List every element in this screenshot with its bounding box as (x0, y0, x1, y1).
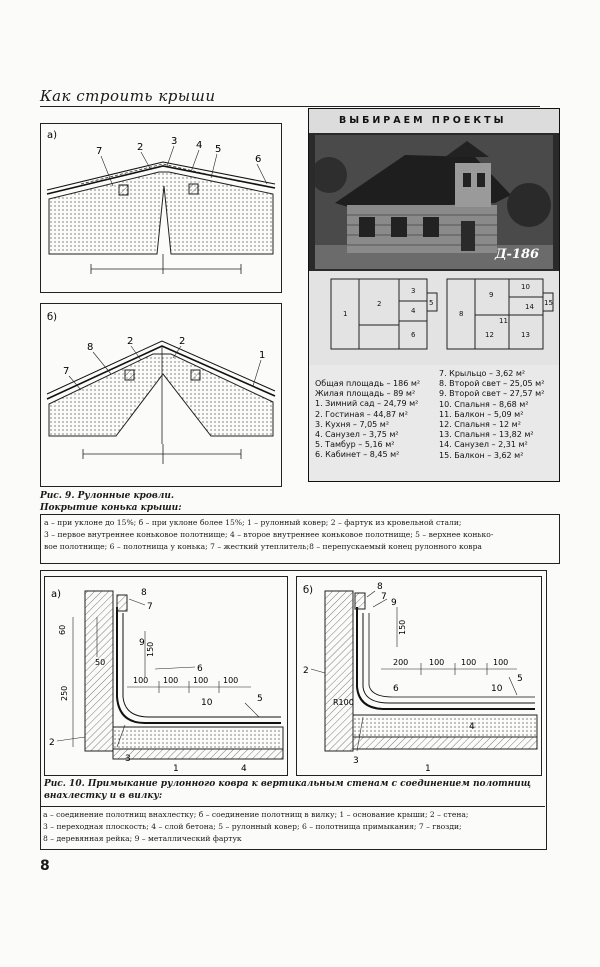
fig10-b-label: 8 (377, 582, 383, 592)
fig10-panel-b-drawing (297, 577, 541, 775)
fig9-panel-b (40, 303, 282, 487)
plan2-room: 15 (544, 299, 553, 307)
plan1-room: 6 (411, 331, 416, 339)
house-photo (315, 135, 553, 269)
fig10-a-dim: 50 (95, 658, 106, 667)
fig9-legend-line: 3 – первое внутреннее коньковое полотнище; 4 – второе внутреннее коньковое полотнище; 5 – верхнее конько- (44, 530, 494, 539)
project-banner-strip (309, 109, 559, 133)
stat-line: 1. Зимний сад – 24,79 м² (315, 399, 419, 409)
fig9-panel-b-drawing (41, 304, 281, 486)
fig10-b-dim: 100 (461, 658, 477, 667)
floor-plans-drawing (309, 271, 559, 365)
fig10-a-dim: 100 (223, 676, 239, 685)
fig10-legend-line: 3 – переходная плоскость; 4 – слой бетона; 5 – рулонный ковер; 6 – полотнища примыкания; 7 – гвозди; (43, 822, 462, 831)
fig10-b-dim: 200 (393, 658, 409, 667)
fig10-a-label: 3 (125, 754, 131, 764)
fig10-b-label: 3 (353, 756, 359, 766)
fig9-legend-line: а – при уклоне до 15%; б – при уклоне более 15%; 1 – рулонный ковер; 2 – фартук из кровельной стали; (44, 518, 462, 527)
fig10-a-label: 4 (241, 764, 247, 774)
fig10-a-dim: 100 (133, 676, 149, 685)
fig9-b-label: 2 (179, 336, 186, 347)
fig10-a-dim: 150 (146, 641, 155, 657)
fig9-a-label: 5 (215, 144, 222, 155)
fig10-b-label: 10 (491, 684, 503, 694)
fig10-panel-a-drawing (45, 577, 287, 775)
fig10-b-label: 4 (469, 722, 475, 732)
fig10-legend-line: 8 – деревянная рейка; 9 – металлический фартук (43, 834, 242, 843)
plan1-room: 3 (411, 287, 416, 295)
fig10-b-label: 1 (425, 764, 431, 774)
fig9-a-label: 3 (171, 136, 178, 147)
plan2-room: 9 (489, 291, 494, 299)
fig10-a-label: 7 (147, 602, 153, 612)
fig10-b-letter: б) (303, 585, 314, 596)
fig9-legend-line: вое полотнище; 6 – полотнища у конька; 7 – жесткий утеплитель;8 – перепускаемый конец рулонного ковра (44, 542, 482, 551)
stat-line: Общая площадь – 186 м² (315, 379, 421, 388)
project-code: Д-186 (495, 247, 540, 262)
fig10-a-label: 10 (201, 698, 213, 708)
fig9-caption-title: Рис. 9. Рулонные кровли. (40, 491, 175, 501)
fig10-b-label: 6 (393, 684, 399, 694)
fig10-a-label: 8 (141, 588, 147, 598)
stat-line: 8. Второй свет – 25,05 м² (439, 379, 545, 389)
fig9-panel-a (40, 123, 282, 293)
project-card (308, 108, 560, 482)
page-number: 8 (40, 858, 50, 874)
page-header-title: Как строить крыши (40, 87, 216, 105)
fig10-caption (44, 778, 544, 802)
fig10-b-dim: 100 (493, 658, 509, 667)
fig10-a-label: 6 (197, 664, 203, 674)
stat-line: Жилая площадь – 89 м² (315, 389, 416, 399)
stat-line: 14. Санузел – 2,31 м² (439, 440, 528, 450)
fig10-a-letter: а) (51, 589, 62, 600)
fig10-b-dim: 100 (429, 658, 445, 667)
fig9-a-label: 7 (96, 146, 103, 157)
plan1-room: 1 (343, 310, 348, 318)
fig10-legend-box (40, 806, 545, 849)
project-banner: ВЫБИРАЕМ ПРОЕКТЫ (339, 115, 507, 126)
fig10-a-label: 9 (139, 638, 145, 648)
fig10-b-dim: 150 (398, 619, 407, 635)
fig9-panel-a-drawing (41, 124, 281, 292)
fig10-caption-title: Рис. 10. Примыкание рулонного ковра к вертикальным стенам с соединением полотнищ (44, 779, 531, 789)
plan1-room: 5 (429, 299, 434, 307)
fig9-b-label: 2 (127, 336, 134, 347)
fig10-b-label: 7 (381, 592, 387, 602)
fig10-b-dim: R100 (333, 698, 354, 707)
fig10-a-label: 5 (257, 694, 263, 704)
fig10-b-label: 2 (303, 666, 309, 676)
fig9-a-label: 4 (196, 140, 203, 151)
header-rule (40, 106, 540, 107)
plan2-room: 13 (521, 331, 530, 339)
fig9-b-label: 1 (259, 350, 266, 361)
fig9-caption (40, 490, 560, 514)
project-stats (309, 365, 559, 481)
fig10-a-label: 2 (49, 738, 55, 748)
stat-line: 10. Спальня – 8,68 м² (439, 399, 529, 409)
plan2-room: 8 (459, 310, 464, 318)
plan2-room: 10 (521, 283, 530, 291)
stat-line: 5. Тамбур – 5,16 м² (315, 440, 395, 450)
stats-right (439, 369, 557, 461)
fig10-caption-subtitle: внахлестку и в вилку: (44, 791, 163, 801)
fig9-b-label: 8 (87, 342, 94, 353)
fig10-a-dim: 60 (58, 624, 67, 635)
stat-line: 13. Спальня – 13,82 м² (439, 430, 534, 440)
fig9-a-label: 2 (137, 142, 144, 153)
fig10-b-label: 5 (517, 674, 523, 684)
stat-line: 12. Спальня – 12 м² (439, 420, 521, 430)
fig10-panel-a (44, 576, 288, 776)
fig10-b-label: 9 (391, 598, 397, 608)
fig10-a-dim: 250 (60, 685, 69, 701)
plan1-room: 2 (377, 300, 382, 308)
stat-line: 6. Кабинет – 8,45 м² (315, 450, 400, 460)
plan2-room: 12 (485, 331, 494, 339)
floor-plans (309, 271, 559, 365)
fig10-a-dim: 100 (193, 676, 209, 685)
stats-left (315, 379, 435, 461)
fig10-a-label: 1 (173, 764, 179, 774)
fig10-legend-line: а – соединение полотнищ внахлестку; б – соединение полотнищ в вилку; 1 – основание крыши; 2 – стена; (43, 810, 469, 819)
fig10-a-dim: 100 (163, 676, 179, 685)
fig9-b-letter: б) (47, 312, 58, 323)
stat-line: 2. Гостиная – 44,87 м² (315, 409, 408, 419)
plan2-room: 14 (525, 303, 534, 311)
fig9-caption-subtitle: Покрытие конька крыши: (40, 503, 182, 513)
plan2-room: 11 (499, 317, 508, 325)
stat-line: 7. Крыльцо – 3,62 м² (439, 369, 526, 378)
fig9-a-letter: а) (47, 130, 58, 141)
fig9-legend-box (40, 514, 560, 564)
stat-line: 4. Санузел – 3,75 м² (315, 430, 399, 440)
stat-line: 3. Кухня – 7,05 м² (315, 419, 390, 429)
fig9-a-label: 6 (255, 154, 262, 165)
fig10-panel-b (296, 576, 542, 776)
stat-line: 15. Балкон – 3,62 м² (439, 450, 524, 460)
stat-line: 11. Балкон – 5,09 м² (439, 409, 524, 419)
stat-line: 9. Второй свет – 27,57 м² (439, 389, 545, 399)
plan1-room: 4 (411, 307, 416, 315)
fig9-b-label: 7 (63, 366, 70, 377)
